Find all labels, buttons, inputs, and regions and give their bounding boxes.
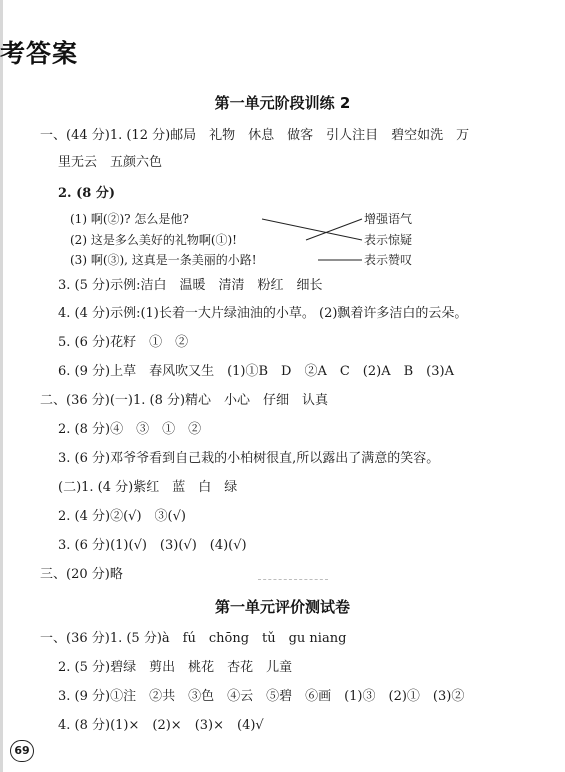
s1-q1-line2: 里无云 五颜六色 [58, 155, 163, 170]
s1-q2-head: 2. (8 分) [58, 186, 115, 201]
s1-q1-line1: 一、(44 分)1. (12 分)邮局 礼物 休息 做客 引人注目 碧空如洗 万 [40, 128, 470, 143]
page-number: 69 [10, 740, 34, 762]
s1-p2-q2: 2. (8 分)④ ③ ① ② [58, 422, 202, 437]
section-separator [258, 579, 328, 582]
header-title: 考答案 [0, 39, 79, 68]
s1-p2-q3: 3. (6 分)邓爷爷看到自己栽的小柏树很直,所以露出了满意的笑容。 [58, 451, 440, 466]
s1-q3: 3. (5 分)示例:洁白 温暖 清清 粉红 细长 [58, 278, 323, 293]
section-title-1: 第一单元阶段训练 2 [214, 94, 351, 112]
s1-q2-left-3: (3) 啊(③), 这真是一条美丽的小路! [70, 253, 257, 267]
s1-p2-q1: 二、(36 分)(一)1. (8 分)精心 小心 仔细 认真 [40, 393, 329, 408]
s1-q5: 5. (6 分)花籽 ① ② [58, 335, 189, 350]
match-line-2 [306, 219, 362, 240]
s1-q2-right-3: 表示赞叹 [364, 253, 413, 267]
s1-q2-right-2: 表示惊疑 [364, 233, 413, 247]
s1-p2-b1: (二)1. (4 分)紫红 蓝 白 绿 [58, 480, 238, 495]
s1-q4: 4. (4 分)示例:(1)长着一大片绿油油的小草。 (2)飘着许多洁白的云朵。 [58, 306, 468, 321]
page-edge [0, 0, 3, 772]
s2-q3: 3. (9 分)①注 ②共 ③色 ④云 ⑤碧 ⑥画 (1)③ (2)① (3)② [58, 689, 465, 704]
page-number-badge [8, 738, 38, 764]
s2-q4: 4. (8 分)(1)× (2)× (3)× (4)√ [58, 718, 264, 733]
s1-p2-b3: 3. (6 分)(1)(√) (3)(√) (4)(√) [58, 538, 247, 553]
match-line-1 [262, 219, 362, 240]
s1-p2-b2: 2. (4 分)②(√) ③(√) [58, 509, 186, 524]
s1-q2-left-1: (1) 啊(②)? 怎么是他? [70, 212, 189, 226]
s1-p3: 三、(20 分)略 [40, 567, 123, 582]
s1-q6: 6. (9 分)上草 春风吹又生 (1)①B D ②A C (2)A B (3)A [58, 364, 454, 379]
s2-q2: 2. (5 分)碧绿 剪出 桃花 杏花 儿童 [58, 660, 293, 675]
s2-q1: 一、(36 分)1. (5 分)à fú chōng tǔ gu niang [40, 631, 347, 646]
s1-q2-left-2: (2) 这是多么美好的礼物啊(①)! [70, 233, 237, 247]
section-title-2: 第一单元评价测试卷 [214, 598, 350, 616]
s1-q2-right-1: 增强语气 [364, 212, 413, 226]
